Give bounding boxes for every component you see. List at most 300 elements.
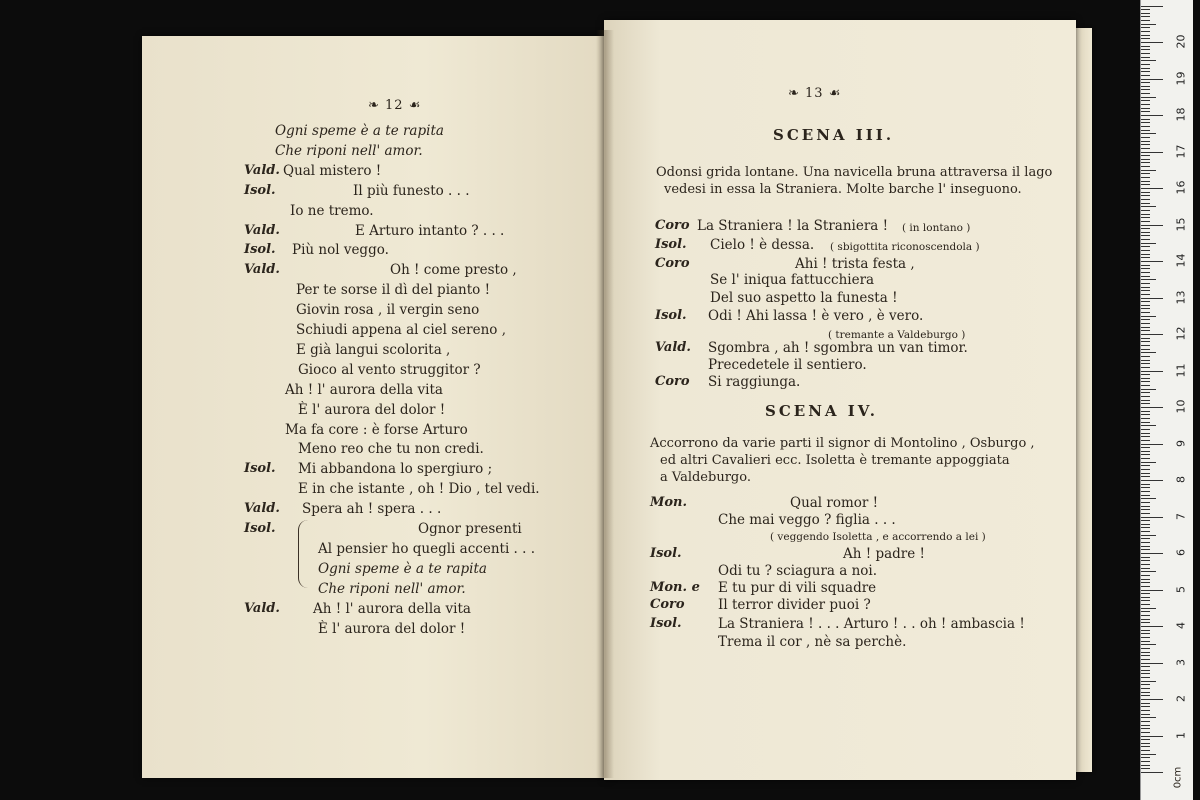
ruler-tick	[1141, 641, 1150, 642]
ruler-unit: 0cm	[1172, 766, 1184, 789]
ruler-tick	[1141, 155, 1150, 156]
ruler-tick	[1141, 49, 1150, 50]
ruler-tick	[1141, 725, 1150, 726]
ruler-tick	[1141, 411, 1150, 412]
ruler-tick	[1141, 327, 1150, 328]
ruler-tick	[1141, 272, 1150, 273]
ruler-tick	[1141, 765, 1150, 766]
verse-line: Odi tu ? sciagura a noi.	[718, 563, 878, 579]
ruler-tick	[1141, 6, 1163, 7]
ruler-tick	[1141, 184, 1150, 185]
ruler-tick	[1141, 341, 1150, 342]
ruler-tick	[1141, 600, 1150, 601]
ruler-tick	[1141, 199, 1150, 200]
ruler-tick	[1141, 498, 1156, 499]
verse-line: Ah ! padre !	[843, 546, 925, 562]
ruler-number: 16	[1174, 180, 1188, 195]
ruler-number: 10	[1174, 399, 1188, 414]
ruler-tick	[1141, 750, 1150, 751]
ruler-tick	[1141, 31, 1150, 32]
speaker-label: Vald.	[655, 340, 691, 355]
ruler-tick	[1141, 509, 1150, 510]
ruler-tick	[1141, 257, 1150, 258]
verse-line: E già langui scolorita ,	[296, 341, 451, 358]
ruler-tick	[1141, 597, 1150, 598]
ruler-number: 18	[1174, 107, 1188, 122]
ruler-tick	[1141, 319, 1150, 320]
verse-line: Qual romor !	[790, 495, 879, 511]
speaker-label: Isol.	[244, 461, 276, 477]
verse-line: La Straniera ! . . . Arturo ! . . oh ! ambascia !	[718, 616, 1025, 632]
verse-line: E Arturo intanto ? . . .	[355, 222, 505, 239]
ruler-tick	[1141, 495, 1150, 496]
ruler-tick	[1141, 294, 1150, 295]
ruler-tick	[1141, 703, 1150, 704]
ruler-tick	[1141, 527, 1150, 528]
ruler-tick	[1141, 13, 1150, 14]
speaker-label: Isol.	[650, 616, 682, 631]
ruler-tick	[1141, 531, 1150, 532]
ruler-tick	[1141, 166, 1150, 167]
verse-line: Qual mistero !	[283, 162, 382, 179]
stage-direction: ( sbigottita riconoscendola )	[830, 241, 980, 253]
ruler-tick	[1141, 542, 1150, 543]
ruler-tick	[1141, 611, 1150, 612]
ruler-tick	[1141, 24, 1156, 25]
ruler-tick	[1141, 221, 1150, 222]
ruler-tick	[1141, 181, 1150, 182]
verse-line: Il terror divider puoi ?	[718, 597, 871, 613]
speaker-label: Vald.	[244, 501, 280, 517]
ruler-tick	[1141, 86, 1150, 87]
ruler-tick	[1141, 630, 1150, 631]
verse-line: Oh ! come presto ,	[390, 262, 517, 279]
ruler-tick	[1141, 243, 1156, 244]
scena-3-direction-1: Odonsi grida lontane. Una navicella bruna attraversa il lago	[656, 165, 1053, 180]
right-page-number: 13	[805, 86, 824, 101]
ruler-tick	[1141, 706, 1150, 707]
ruler-tick	[1141, 283, 1150, 284]
stage-direction: ( veggendo Isoletta , e accorrendo a lei )	[770, 531, 986, 543]
ruler-tick	[1141, 535, 1156, 536]
ruler-tick	[1141, 104, 1150, 105]
verse-line: Precedetele il sentiero.	[708, 357, 867, 373]
ruler-tick	[1141, 677, 1150, 678]
ruler-tick	[1141, 246, 1150, 247]
ruler-tick	[1141, 338, 1150, 339]
speaker-label: Isol.	[244, 182, 276, 198]
scena-4-direction-2: ed altri Cavalieri ecc. Isoletta è tremante appoggiata	[660, 453, 1010, 468]
ruler-tick	[1141, 546, 1150, 547]
ruler-tick	[1141, 721, 1150, 722]
ruler-number: 2	[1174, 695, 1188, 702]
verse-line: Del suo aspetto la funesta !	[710, 290, 898, 306]
ruler-tick	[1141, 670, 1150, 671]
verse-line: Schiudi appena al ciel sereno ,	[296, 322, 507, 338]
ruler-tick	[1141, 444, 1163, 445]
ruler-tick	[1141, 261, 1163, 262]
ruler-tick	[1141, 418, 1150, 419]
ruler-tick	[1141, 68, 1150, 69]
speaker-label: Mon. e	[650, 580, 700, 595]
ruler-tick	[1141, 97, 1156, 98]
ruler-tick	[1141, 371, 1163, 372]
speaker-label: Coro	[655, 374, 690, 389]
ruler-tick	[1141, 491, 1150, 492]
ruler-tick	[1141, 633, 1150, 634]
verse-line: Trema il cor , nè sa perchè.	[718, 634, 907, 650]
verse-line: Spera ah ! spera . . .	[302, 501, 442, 518]
ruler-tick	[1141, 254, 1150, 255]
ruler-tick	[1141, 20, 1150, 21]
ruler-tick	[1141, 487, 1150, 488]
ruler-tick	[1141, 144, 1150, 145]
ruler-tick	[1141, 38, 1150, 39]
ruler-number: 4	[1174, 622, 1188, 629]
speaker-label: Vald.	[244, 600, 280, 616]
ruler-tick	[1141, 345, 1150, 346]
verse-line: Il più funesto . . .	[353, 182, 470, 199]
ruler-tick	[1141, 644, 1156, 645]
ruler-tick	[1141, 57, 1150, 58]
ruler-tick	[1141, 330, 1150, 331]
ruler-tick	[1141, 235, 1150, 236]
curly-brace-icon	[298, 520, 309, 588]
verse-line: Che mai veggo ? figlia . . .	[718, 512, 896, 528]
ruler-tick	[1141, 524, 1150, 525]
ruler-tick	[1141, 637, 1150, 638]
left-page-header	[368, 98, 421, 113]
ruler-tick	[1141, 502, 1150, 503]
ruler-number: 11	[1174, 363, 1188, 377]
ruler-tick	[1141, 768, 1150, 769]
ruler-tick	[1141, 374, 1150, 375]
verse-line: La Straniera ! la Straniera !	[697, 218, 889, 234]
scena-4-heading: SCENA IV.	[765, 402, 879, 420]
ruler-tick	[1141, 195, 1150, 196]
ruler-tick	[1141, 159, 1150, 160]
ruler-tick	[1141, 433, 1150, 434]
verse-line: Io ne tremo.	[290, 202, 374, 219]
speaker-label: Isol.	[655, 308, 687, 323]
ruler-tick	[1141, 148, 1150, 149]
verse-line: Ognor presenti	[418, 521, 522, 537]
ruler-number: 1	[1174, 731, 1188, 739]
ruler-tick	[1141, 476, 1150, 477]
ruler-tick	[1141, 425, 1156, 426]
ruler-number: 5	[1174, 585, 1188, 593]
ruler-tick	[1141, 440, 1150, 441]
ruler-tick	[1141, 89, 1150, 90]
ruler-tick	[1141, 648, 1150, 649]
ruler-tick	[1141, 458, 1150, 459]
verse-line: Più nol veggo.	[292, 242, 389, 259]
ruler-number: 3	[1174, 658, 1188, 666]
ruler-tick	[1141, 732, 1150, 733]
ruler-tick	[1141, 400, 1150, 401]
ruler-tick	[1141, 659, 1150, 660]
ruler-tick	[1141, 192, 1150, 193]
ruler-tick	[1141, 239, 1150, 240]
ruler-tick	[1141, 316, 1156, 317]
scena-3-direction-2: vedesi in essa la Straniera. Molte barche l' inseguono.	[664, 182, 1022, 197]
speaker-label: Isol.	[655, 237, 687, 252]
ruler-tick	[1141, 564, 1150, 565]
ruler-tick	[1141, 480, 1163, 481]
ruler-tick	[1141, 141, 1150, 142]
fleuron-left-icon: ❧	[368, 98, 386, 113]
verse-line: Odi ! Ahi lassa ! è vero , è vero.	[708, 308, 924, 324]
ruler-tick	[1141, 53, 1150, 54]
ruler-number: 17	[1174, 144, 1188, 158]
ruler-tick	[1141, 349, 1150, 350]
ruler-tick	[1141, 367, 1150, 368]
speaker-label: Vald.	[244, 262, 280, 278]
ruler-tick	[1141, 579, 1150, 580]
ruler-tick	[1141, 356, 1150, 357]
ruler-tick	[1141, 217, 1150, 218]
ruler-tick	[1141, 728, 1150, 729]
verse-line: Sgombra , ah ! sgombra un van timor.	[708, 340, 968, 356]
ruler-tick	[1141, 82, 1150, 83]
ruler-tick	[1141, 454, 1150, 455]
speaker-label: Coro	[655, 256, 690, 271]
ruler-tick	[1141, 363, 1150, 364]
ruler-tick	[1141, 111, 1150, 112]
verse-line: Ogni speme è a te rapita	[275, 123, 444, 139]
ruler-tick	[1141, 586, 1150, 587]
ruler-tick	[1141, 381, 1150, 382]
fleuron-left-icon: ❧	[788, 86, 806, 101]
ruler-tick	[1141, 436, 1150, 437]
ruler-number: 7	[1174, 512, 1188, 520]
ruler-tick	[1141, 276, 1150, 277]
ruler-tick	[1141, 622, 1150, 623]
ruler-number: 15	[1174, 217, 1188, 231]
scena-4-direction-3: a Valdeburgo.	[660, 470, 751, 485]
ruler-tick	[1141, 188, 1163, 189]
verse-line: Si raggiunga.	[708, 374, 801, 390]
ruler-tick	[1141, 549, 1150, 550]
ruler-tick	[1141, 414, 1150, 415]
ruler-tick	[1141, 232, 1150, 233]
ruler-tick	[1141, 287, 1150, 288]
fleuron-right-icon: ☙	[823, 86, 842, 101]
ruler-tick	[1141, 60, 1156, 61]
ruler-tick	[1141, 108, 1150, 109]
ruler-tick	[1141, 710, 1150, 711]
ruler-tick	[1141, 699, 1163, 700]
ruler-tick	[1141, 506, 1150, 507]
ruler-number: 8	[1174, 476, 1188, 483]
ruler-tick	[1141, 590, 1163, 591]
ruler-tick	[1141, 162, 1150, 163]
verse-line: Mi abbandona lo spergiuro ;	[298, 461, 493, 478]
ruler-tick	[1141, 553, 1163, 554]
scena-3-heading: SCENA III.	[773, 126, 895, 144]
ruler-tick	[1141, 666, 1150, 667]
ruler-tick	[1141, 754, 1156, 755]
ruler-tick	[1141, 93, 1150, 94]
ruler-tick	[1141, 619, 1150, 620]
ruler-tick	[1141, 484, 1150, 485]
ruler-number: 6	[1174, 549, 1188, 556]
speaker-label: Mon.	[650, 495, 688, 510]
ruler-tick	[1141, 626, 1163, 627]
ruler-tick	[1141, 695, 1150, 696]
verse-line: Cielo ! è dessa.	[710, 237, 815, 253]
verse-line: Meno reo che tu non credi.	[298, 441, 484, 458]
ruler-tick	[1141, 575, 1150, 576]
ruler-tick	[1141, 334, 1163, 335]
ruler-tick	[1141, 593, 1150, 594]
ruler-tick	[1141, 27, 1150, 28]
ruler-tick	[1141, 772, 1163, 773]
ruler-number: 13	[1174, 290, 1188, 304]
verse-line: Giovin rosa , il vergin seno	[296, 302, 480, 319]
ruler-tick	[1141, 279, 1156, 280]
ruler-tick	[1141, 290, 1150, 291]
ruler-tick	[1141, 228, 1150, 229]
verse-line: E tu pur di vili squadre	[718, 580, 877, 596]
ruler-tick	[1141, 520, 1150, 521]
ruler-tick	[1141, 298, 1163, 299]
ruler-tick	[1141, 100, 1150, 101]
speaker-label: Isol.	[650, 546, 682, 561]
ruler-tick	[1141, 757, 1150, 758]
ruler-tick	[1141, 422, 1150, 423]
ruler-tick	[1141, 407, 1163, 408]
verse-line: Che riponi nell' amor.	[275, 142, 423, 159]
ruler-tick	[1141, 152, 1163, 153]
ruler-tick	[1141, 352, 1156, 353]
ruler-tick	[1141, 692, 1150, 693]
ruler-tick	[1141, 268, 1150, 269]
ruler-tick	[1141, 203, 1150, 204]
ruler-tick	[1141, 663, 1163, 664]
ruler-tick	[1141, 743, 1150, 744]
speaker-label: Isol.	[244, 521, 276, 536]
ruler-tick	[1141, 378, 1150, 379]
ruler-tick	[1141, 538, 1150, 539]
ruler-tick	[1141, 173, 1150, 174]
ruler-tick	[1141, 133, 1156, 134]
ruler-tick	[1141, 301, 1150, 302]
ruler-tick	[1141, 429, 1150, 430]
right-page-header	[788, 86, 841, 101]
ruler-tick	[1141, 655, 1150, 656]
ruler-number: 12	[1174, 326, 1188, 341]
ruler-tick	[1141, 568, 1150, 569]
ruler-tick	[1141, 761, 1150, 762]
ruler-tick	[1141, 312, 1150, 313]
ruler-tick	[1141, 137, 1150, 138]
measurement-ruler	[1140, 0, 1193, 800]
stage-direction: ( in lontano )	[902, 222, 971, 234]
ruler-number: 19	[1174, 71, 1188, 85]
ruler-tick	[1141, 308, 1150, 309]
ruler-tick	[1141, 673, 1150, 674]
ruler-tick	[1141, 557, 1150, 558]
ruler-tick	[1141, 652, 1150, 653]
ruler-tick	[1141, 130, 1150, 131]
book-spine	[596, 30, 614, 778]
ruler-tick	[1141, 462, 1156, 463]
verse-line: Ma fa core : è forse Arturo	[285, 421, 468, 438]
ruler-tick	[1141, 119, 1150, 120]
ruler-tick	[1141, 225, 1163, 226]
ruler-tick	[1141, 396, 1150, 397]
ruler-tick	[1141, 513, 1150, 514]
ruler-tick	[1141, 392, 1150, 393]
speaker-label: Coro	[655, 218, 690, 233]
ruler-tick	[1141, 469, 1150, 470]
ruler-tick	[1141, 517, 1163, 518]
ruler-tick	[1141, 714, 1150, 715]
verse-line: Ah ! l' aurora della vita	[285, 381, 443, 398]
ruler-tick	[1141, 684, 1150, 685]
ruler-tick	[1141, 42, 1163, 43]
ruler-tick	[1141, 79, 1163, 80]
ruler-number: 20	[1174, 34, 1188, 49]
verse-line: Ahi ! trista festa ,	[795, 256, 915, 272]
ruler-number: 14	[1174, 253, 1188, 268]
ruler-tick	[1141, 608, 1156, 609]
ruler-tick	[1141, 604, 1150, 605]
verse-line: Al pensier ho quegli accenti . . .	[318, 540, 536, 557]
ruler-tick	[1141, 323, 1150, 324]
ruler-tick	[1141, 736, 1163, 737]
ruler-tick	[1141, 122, 1150, 123]
stage-direction: ( tremante a Valdeburgo )	[828, 329, 966, 341]
ruler-tick	[1141, 177, 1150, 178]
ruler-tick	[1141, 64, 1150, 65]
ruler-tick	[1141, 214, 1150, 215]
ruler-tick	[1141, 739, 1150, 740]
ruler-tick	[1141, 250, 1150, 251]
ruler-tick	[1141, 582, 1150, 583]
ruler-tick	[1141, 389, 1156, 390]
ruler-tick	[1141, 688, 1150, 689]
ruler-tick	[1141, 717, 1156, 718]
ruler-tick	[1141, 16, 1150, 17]
ruler-tick	[1141, 465, 1150, 466]
ruler-number: 9	[1174, 439, 1188, 447]
ruler-tick	[1141, 46, 1150, 47]
speaker-label: Isol.	[244, 242, 276, 258]
speaker-label: Coro	[650, 597, 685, 612]
verse-line: Ogni speme è a te rapita	[318, 560, 487, 577]
ruler-tick	[1141, 615, 1150, 616]
ruler-tick	[1141, 210, 1150, 211]
verse-line: È l' aurora del dolor !	[298, 401, 446, 418]
verse-line: Gioco al vento struggitor ?	[298, 361, 481, 378]
ruler-tick	[1141, 447, 1150, 448]
ruler-tick	[1141, 451, 1150, 452]
ruler-tick	[1141, 71, 1150, 72]
ruler-tick	[1141, 746, 1150, 747]
verse-line: Ah ! l' aurora della vita	[313, 600, 471, 617]
ruler-tick	[1141, 473, 1150, 474]
speaker-label: Vald.	[244, 162, 280, 178]
scena-4-direction-1: Accorrono da varie parti il signor di Montolino , Osburgo ,	[650, 436, 1035, 451]
ruler-tick	[1141, 403, 1150, 404]
ruler-tick	[1141, 35, 1150, 36]
ruler-tick	[1141, 115, 1163, 116]
ruler-tick	[1141, 265, 1150, 266]
ruler-tick	[1141, 9, 1150, 10]
ruler-tick	[1141, 170, 1156, 171]
